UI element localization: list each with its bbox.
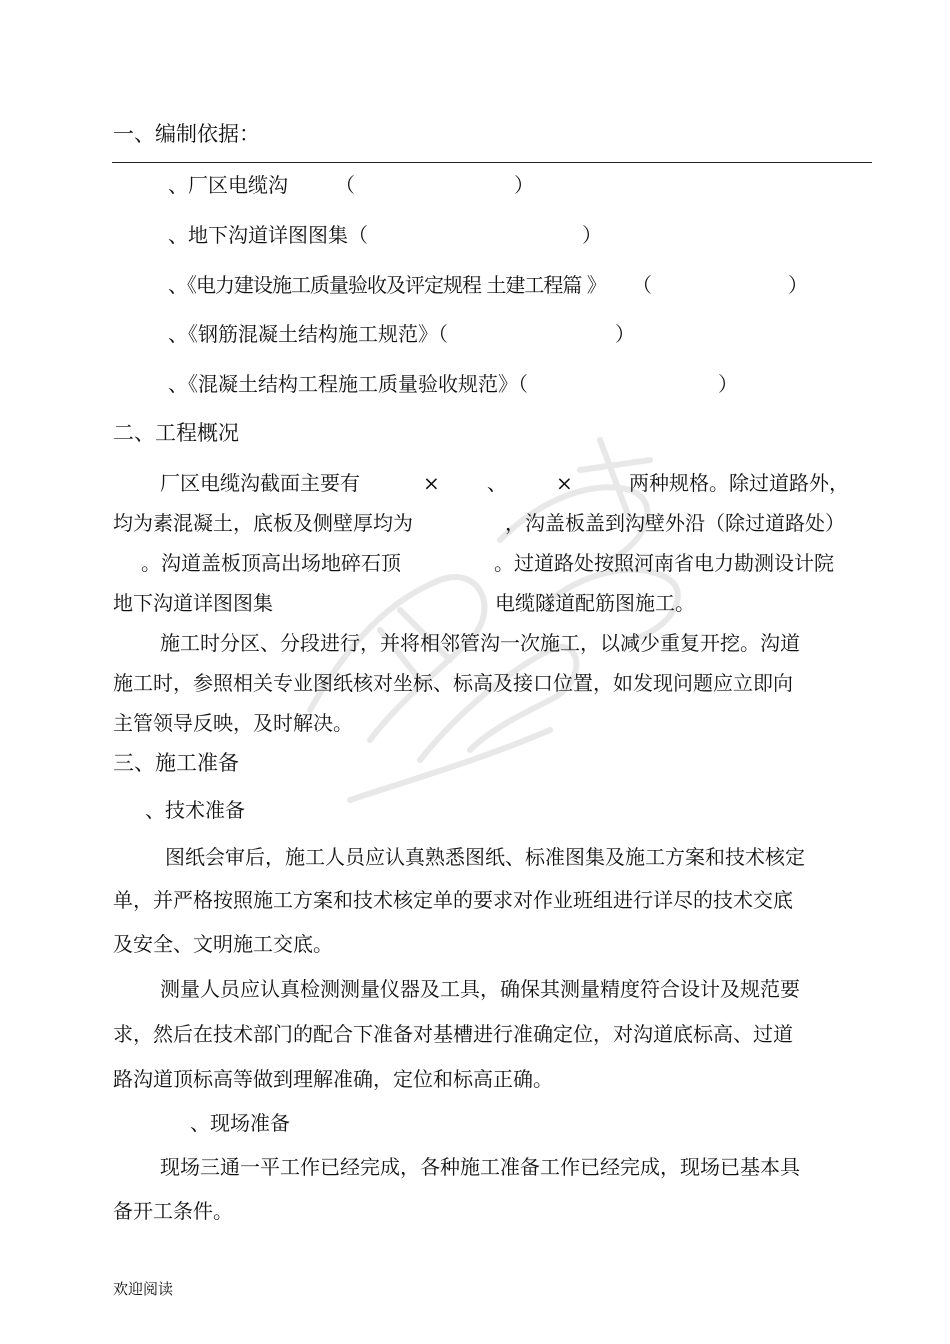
overview-line-1c: 、 <box>487 471 507 495</box>
site-prep-subtitle: 、现场准备 <box>190 1111 290 1135</box>
section3-title: 三、施工准备 <box>113 751 239 775</box>
footer-text: 欢迎阅读 <box>113 1280 174 1298</box>
site-prep-line-2: 备开工条件。 <box>113 1199 233 1223</box>
overview-line-1e: 两种规格。除过道路外， <box>629 471 849 495</box>
overview-p2-line-2: 施工时，参照相关专业图纸核对坐标、标高及接口位置，如发现问题应立即向 <box>113 671 793 695</box>
overview-line-1b: × <box>423 471 440 495</box>
overview-line-4a: 地下沟道详图图集 <box>113 591 273 615</box>
ref-item-2: 、地下沟道详图图集（ <box>168 223 368 247</box>
ref-item-2-close: ） <box>582 223 602 247</box>
tech-prep-subtitle: 、技术准备 <box>145 798 245 822</box>
ref-item-3: 、《电力建设施工质量验收及评定规程 土建工程篇 》 <box>168 273 606 297</box>
survey-line-2: 求，然后在技术部门的配合下准备对基槽进行准确定位，对沟道底标高、过道 <box>113 1022 793 1046</box>
overview-line-3a: 。沟道盖板顶高出场地碎石顶 <box>141 551 401 575</box>
ref-item-1: 、厂区电缆沟 <box>168 173 288 197</box>
overview-line-2a: 均为素混凝土，底板及侧壁厚均为 <box>113 511 413 535</box>
survey-line-1: 测量人员应认真检测测量仪器及工具，确保其测量精度符合设计及规范要 <box>160 977 800 1001</box>
overview-line-2b: ，沟盖板盖到沟壁外沿（除过道路处） <box>505 511 845 535</box>
section1-title: 一、编制依据： <box>113 122 260 146</box>
tech-prep-line-1: 图纸会审后，施工人员应认真熟悉图纸、标准图集及施工方案和技术核定 <box>165 845 805 869</box>
ref-item-1-close: ） <box>514 173 534 197</box>
ref-item-4-close: ） <box>615 322 635 346</box>
tech-prep-line-3: 及安全、文明施工交底。 <box>113 932 333 956</box>
overview-line-1a: 厂区电缆沟截面主要有 <box>160 471 360 495</box>
ref-item-5: 、《混凝土结构工程施工质量验收规范》（ <box>168 372 528 396</box>
site-prep-line-1: 现场三通一平工作已经完成，各种施工准备工作已经完成，现场已基本具 <box>160 1155 800 1179</box>
overview-line-1d: × <box>556 471 573 495</box>
overview-line-3b: 。过道路处按照河南省电力勘测设计院 <box>494 551 834 575</box>
watermark-seal-icon <box>250 380 750 880</box>
survey-line-3: 路沟道顶标高等做到理解准确，定位和标高正确。 <box>113 1067 553 1091</box>
ref-item-1-open: （ <box>335 173 355 197</box>
ref-item-3-close: ） <box>788 273 808 297</box>
ref-item-4: 、《钢筋混凝土结构施工规范》（ <box>168 322 448 346</box>
section2-title: 二、工程概况 <box>113 421 239 445</box>
tech-prep-line-2: 单，并严格按照施工方案和技术核定单的要求对作业班组进行详尽的技术交底 <box>113 888 793 912</box>
overview-line-4b: 电缆隧道配筋图施工。 <box>495 591 695 615</box>
ref-item-5-close: ） <box>718 372 738 396</box>
heading-rule <box>112 162 872 163</box>
ref-item-3-open: （ <box>632 273 652 297</box>
overview-p2-line-1: 施工时分区、分段进行，并将相邻管沟一次施工，以减少重复开挖。沟道 <box>160 631 800 655</box>
overview-p2-line-3: 主管领导反映，及时解决。 <box>113 711 353 735</box>
